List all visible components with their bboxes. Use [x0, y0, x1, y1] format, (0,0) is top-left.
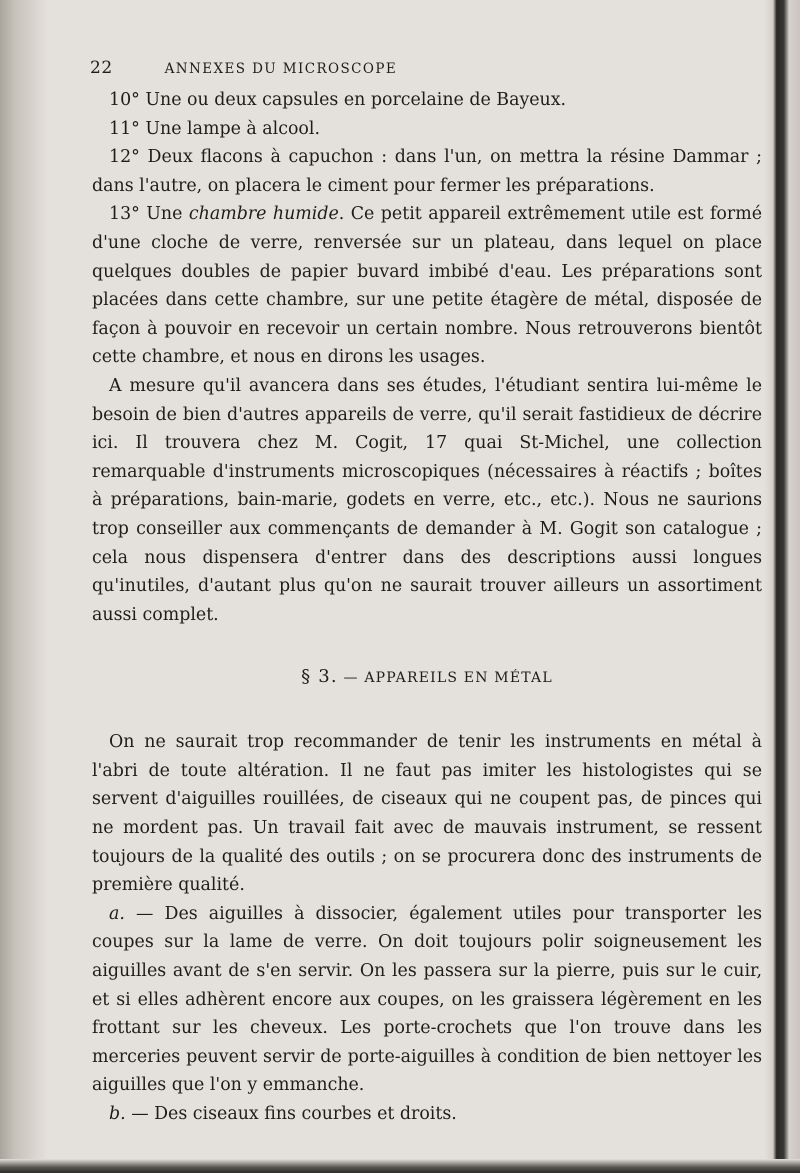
item-13-emphasis: chambre humide — [188, 204, 339, 225]
item-13-prefix: 13° Une — [109, 204, 189, 225]
book-page — [92, 58, 762, 1129]
paragraph-apparatus: A mesure qu'il avancera dans ses études, l'étudiant sentira lui-même le besoin de bien d'autres appareils de verre, qu'il serait fastidieux de décrire ici. Il trouvera chez M. Cogit, 17 quai St-Michel, une collection remarquable d'instruments microscopiques (nécessaires à réactifs ; boîtes à préparations, bain-marie, godets en verre, etc., etc.). Nous ne saurions trop conseiller aux commençants de demander à M. Gogit son catalogue ; cela nous dispensera d'entrer dans des descriptions aussi longues qu'inutiles, d'autant plus qu'on ne saurait trouver ailleurs un assortiment aussi complet. — [92, 375, 762, 625]
binding-edge — [0, 0, 48, 1173]
section-title: APPAREILS EN MÉTAL — [364, 670, 553, 687]
item-b-text: — Des ciseaux fins courbes et droits. — [125, 1104, 457, 1124]
item-12: 12° Deux flacons à capuchon : dans l'un, on mettra la résine Dammar ; dans l'autre, on placera le ciment pour fermer les préparations. — [92, 147, 762, 196]
section-dash: — — [343, 670, 359, 687]
item-a — [92, 900, 762, 1100]
page-number: 22 — [90, 58, 113, 78]
running-head: ANNEXES DU MICROSCOPE — [164, 61, 398, 77]
item-b — [92, 1100, 762, 1129]
page-header — [92, 58, 762, 86]
item-a-text: — Des aiguilles à dissocier, également utiles pour transporter les coupes sur la lame de verre. On doit toujours polir soigneusement les aiguilles avant de s'en servir. On les passera sur la pierre, puis sur le cuir, et si elles adhèrent encore aux coupes, on les graissera légèrement en les frottant sur les cheveux. Les porte-crochets que l'on trouve dans les merceries peuvent servir de porte-aiguilles à condition de bien nettoyer les aiguilles que l'on y emmanche. — [92, 903, 762, 1096]
item-11: 11° Une lampe à alcool. — [109, 118, 320, 139]
item-b-letter: b. — [109, 1104, 126, 1124]
paragraph-metal: On ne saurait trop recommander de tenir les instruments en métal à l'abri de toute altération. Il ne faut pas imiter les histologistes qui se servent d'aiguilles rouillées, de ciseaux qui ne coupent pas, de pinces qui ne mordent pas. Un travail fait avec de mauvais instrument, se ressent toujours de la qualité des outils ; on se procurera donc des instruments de première qualité. — [92, 732, 762, 896]
page-bottom-edge — [0, 1159, 800, 1173]
page-edge — [764, 0, 800, 1173]
section-heading — [92, 667, 762, 688]
item-13 — [92, 200, 762, 372]
section-number: § 3. — [301, 666, 338, 688]
item-10: 10° Une ou deux capsules en porcelaine de Bayeux. — [109, 90, 567, 110]
item-13-rest: . Ce petit appareil extrêmement utile est formé d'une cloche de verre, renversée sur un plateau, dans lequel on place quelques doubles de papier buvard imbibé d'eau. Les préparations sont placées dans cette chambre, sur une petite étagère de métal, disposée de façon à pouvoir en recevoir un certain nombre. Nous retrouverons bientôt cette chambre, et nous en dirons les usages. — [92, 204, 763, 368]
item-a-letter: a. — [109, 903, 125, 924]
